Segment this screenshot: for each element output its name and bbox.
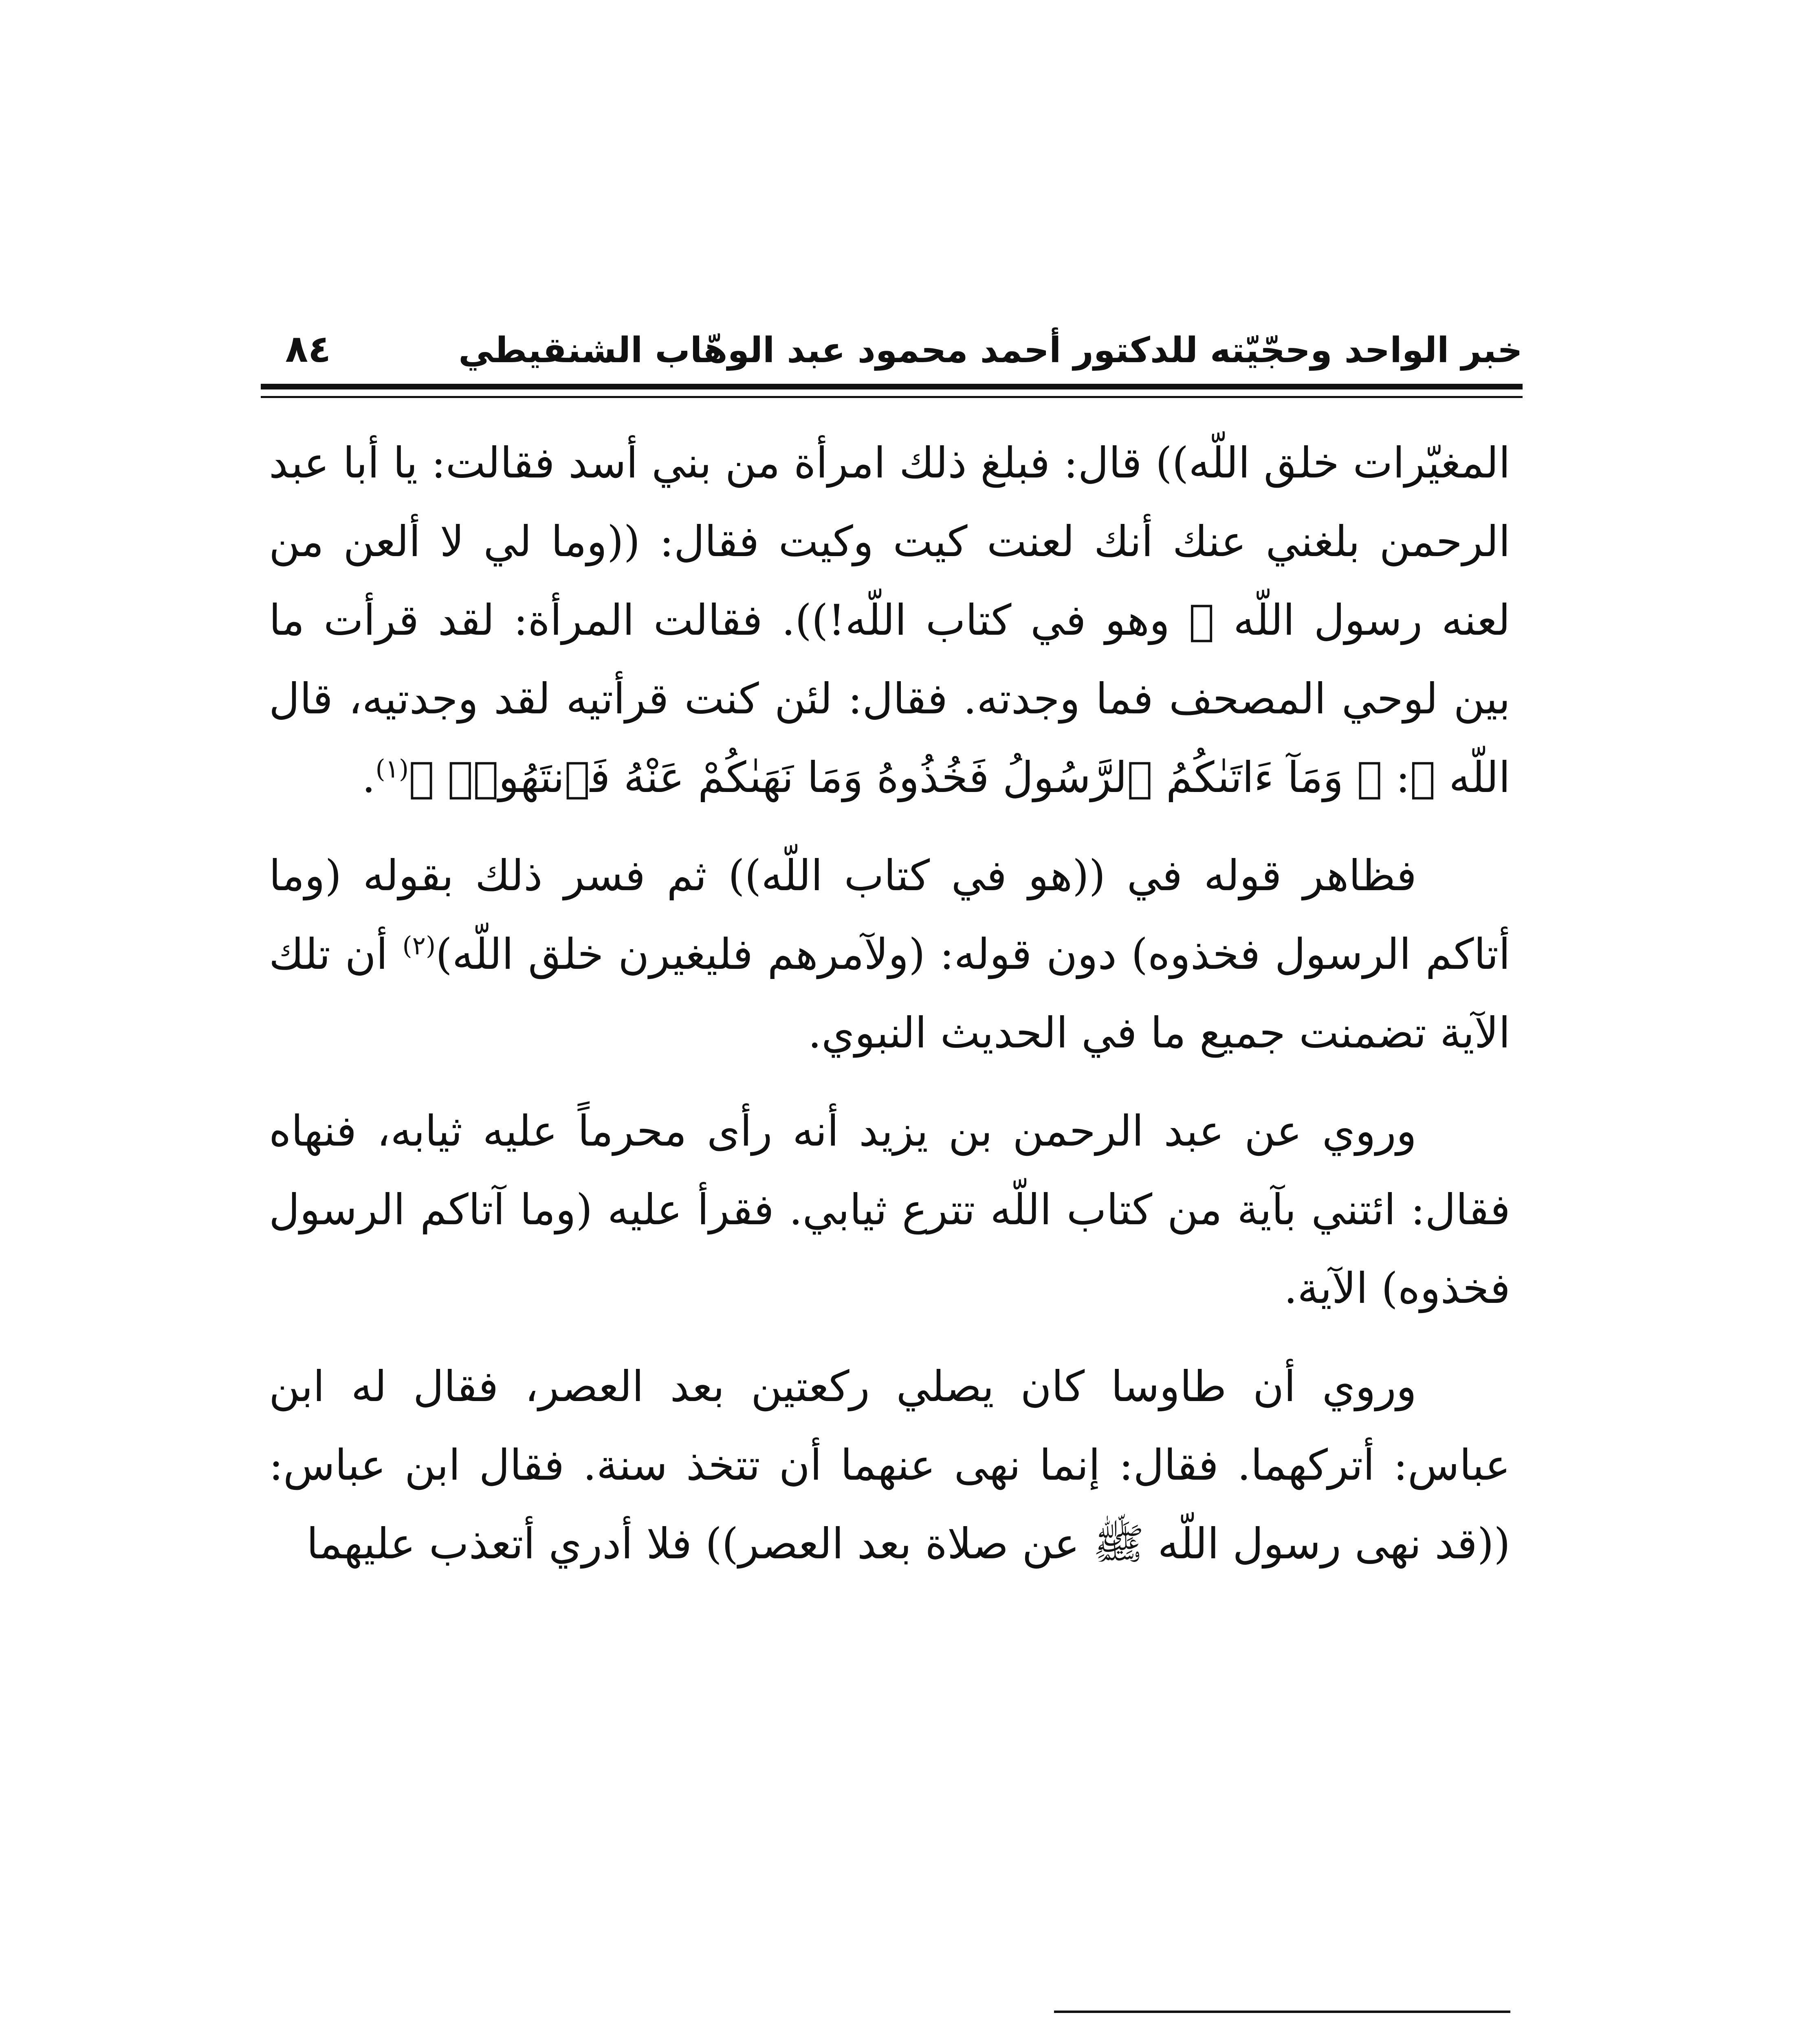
paragraph-1 bbox=[269, 424, 1510, 817]
paragraph-3: وروي عن عبد الرحمن بن يزيد أنه رأى محرماً عليه ثيابه، فنهاه فقال: ائتني بآية من كتاب اللّه تترع ثيابي. فقرأ عليه (وما آتاكم الرسول فخذوه) الآية. bbox=[269, 1106, 1510, 1313]
paragraph-2-tail: أن تلك الآية تضمنت جميع ما في الحديث النبوي. bbox=[269, 929, 1510, 1058]
header-rule-thin bbox=[261, 396, 1523, 398]
footnotes bbox=[269, 2033, 1510, 2037]
footnote-ref-2: (٢) bbox=[402, 931, 436, 961]
running-header bbox=[261, 322, 1523, 383]
paragraph-1-text: المغيّرات خلق اللّه)) قال: فبلغ ذلك امرأة من بني أسد فقالت: يا أبا عبد الرحمن بلغني عنك أنك لعنت كيت وكيت فقال: ((وما لي لا ألعن من لعنه رسول اللّه ﷺ وهو في كتاب اللّه!)). فقالت المرأة: لقد قرأت ما بين لوحي المصحف فما وجدته. فقال: لئن كنت قرأتيه لقد وجدتيه، قال اللّه ﷻ: ﴿ وَمَآ ءَاتَىٰكُمُ ٱلرَّسُولُ فَخُذُوهُ وَمَا نَهَىٰكُمْ عَنْهُ فَٱنتَهُوا۟ ﴾ bbox=[269, 438, 1510, 802]
paragraph-4: وروي أن طاوسا كان يصلي ركعتين بعد العصر، فقال له ابن عباس: أتركهما. فقال: إنما نهى عنهما أن تتخذ سنة. فقال ابن عباس: ((قد نهى رسول اللّه ﷺ عن صلاة بعد العصر)) فلا أدري أتعذب عليهما bbox=[269, 1362, 1510, 1568]
footnote-ref-1: (١) bbox=[375, 754, 409, 784]
paragraph-2 bbox=[269, 836, 1510, 1072]
paragraph-1-end: . bbox=[362, 752, 376, 802]
footnote-1 bbox=[269, 2033, 1510, 2037]
header-title: خبر الواحد وحجّيّته للدكتور أحمد محمود عبد الوهّاب الشنقيطي bbox=[458, 330, 1523, 371]
page-number: ٨٤ bbox=[285, 327, 331, 371]
footnote-separator bbox=[1054, 2011, 1510, 2013]
header-rule-thick bbox=[261, 384, 1523, 389]
paragraph-2-text: فظاهر قوله في ((هو في كتاب اللّه)) ثم فسر ذلك بقوله (وما أتاكم الرسول فخذوه) دون قوله: (ولآمرهم فليغيرن خلق اللّه) bbox=[269, 851, 1510, 979]
body-text bbox=[269, 424, 1510, 1603]
